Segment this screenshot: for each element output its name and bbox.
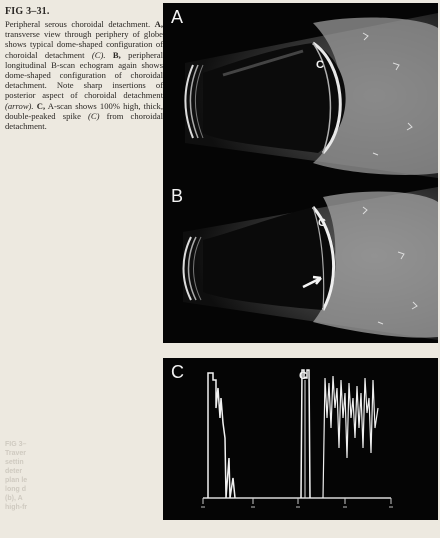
caption-space-1 [105, 50, 112, 60]
panel-c-ascan-image [163, 358, 438, 520]
caption-text-2: transverse view through periphery of globe shows typical dome-shaped configuration of choroidal detachment [5, 29, 163, 60]
caption-panel-a-ref: A, [154, 19, 163, 29]
panel-a-echogram [163, 3, 438, 183]
panel-c-c-marker: C [299, 370, 307, 382]
bleed-line: settin [5, 459, 24, 466]
caption-arrow-ref: (arrow). [5, 100, 34, 111]
panel-b-bscan-image [163, 182, 438, 343]
bleed-line: long d [5, 486, 26, 493]
bleed-line: Traver [5, 450, 27, 457]
bleed-line: FIG 3– [5, 441, 27, 448]
caption-text-5: from choroidal detachment. [5, 110, 163, 132]
caption-c-ref-1: (C). [91, 49, 106, 60]
caption-panel-b-ref: B, [112, 49, 121, 60]
caption-panel-c-ref: C, [36, 100, 46, 111]
bleed-line: plan le [5, 477, 28, 484]
panel-a-letter: A [171, 7, 184, 27]
bleed-line: high-fr [5, 504, 28, 511]
panel-b-c-marker: C [318, 217, 326, 229]
bleed-line: (b), A [5, 495, 23, 502]
caption-text-3: peripheral longitudinal B-scan echogram again shows dome-shaped configuration of choroidal detachment. Note sharp insertions of posterior aspect of choroidal detachment [5, 49, 163, 101]
figure-caption [5, 19, 163, 131]
panel-a-c-marker: C [316, 59, 324, 71]
panel-b-letter: B [171, 186, 184, 206]
figure-label: FIG 3–31. [5, 6, 50, 17]
bleed-line: deter [5, 468, 23, 475]
caption-text-4: A-scan shows 100% high, thick, double-peaked spike [5, 100, 163, 121]
panel-c-letter: C [171, 362, 184, 382]
panel-a-bscan-image [163, 3, 438, 183]
caption-c-ref-2: (C) [88, 110, 100, 121]
panel-c-ascan-trace [163, 358, 438, 520]
bleed-through-text [5, 440, 75, 512]
caption-text-1: Peripheral serous choroidal detachment. [5, 19, 155, 29]
panel-b-echogram [163, 182, 438, 343]
